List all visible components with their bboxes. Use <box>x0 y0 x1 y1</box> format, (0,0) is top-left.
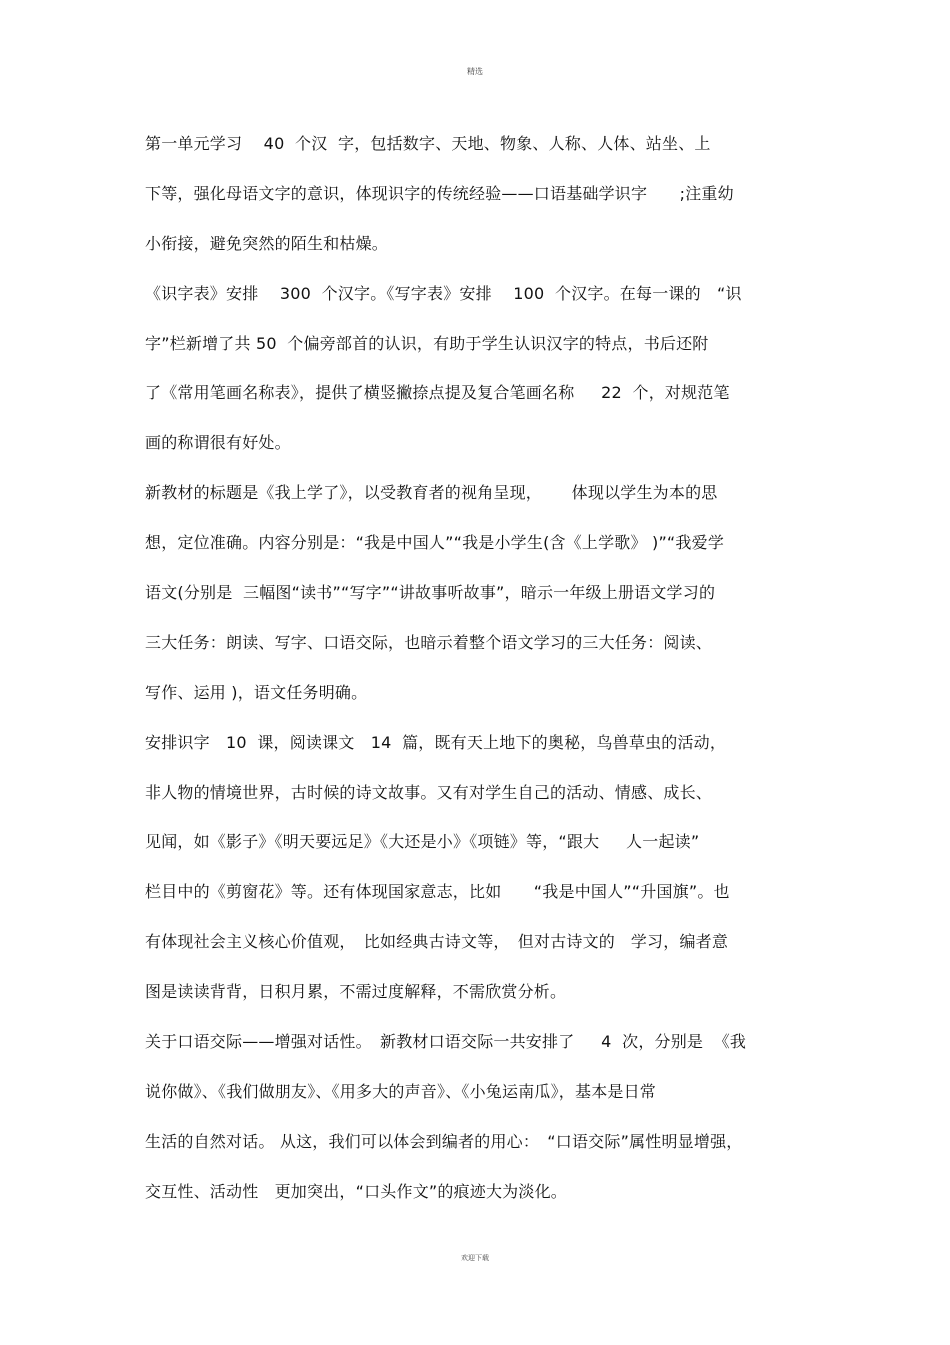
text-line: 写作、运用 )，语文任务明确。 <box>145 682 368 702</box>
text-line: 小衔接，避免突然的陌生和枯燥。 <box>145 233 389 253</box>
text-line: 安排识字 10 课，阅读课文 14 篇，既有天上地下的奥秘，鸟兽草虫的活动， <box>145 732 727 752</box>
paragraph <box>145 727 835 1026</box>
text-line: 画的称谓很有好处。 <box>145 433 291 453</box>
text-line: 交互性、活动性 更加突出，“口头作文”的痕迹大为淡化。 <box>145 1181 567 1201</box>
text-line: 新教材的标题是《我上学了》，以受教育者的视角呈现， 体现以学生为本的思 <box>145 483 718 503</box>
text-line: 生活的自然对话。 从这，我们可以体会到编者的用心： “口语交际”属性明显增强， <box>145 1131 743 1151</box>
paragraph <box>145 128 835 278</box>
text-line: 字”栏新增了共 50 个偏旁部首的认识，有助于学生认识汉字的特点，书后还附 <box>145 333 709 353</box>
text-line: 了《常用笔画名称表》，提供了横竖撇捺点提及复合笔画名称 22 个，对规范笔 <box>145 383 730 403</box>
paragraph <box>145 477 835 726</box>
paragraph <box>145 278 835 478</box>
text-line: 见闻，如《影子》《明天要远足》《大还是小》《项链》等，“跟大 人一起读” <box>145 832 700 852</box>
text-line: 说你做》、《我们做朋友》、《用多大的声音》、《小兔运南瓜》，基本是日常 <box>145 1081 657 1101</box>
text-line: 图是读读背背，日积月累，不需过度解释，不需欣赏分析。 <box>145 982 567 1002</box>
text-line: 非人物的情境世界，古时候的诗文故事。又有对学生自己的活动、情感、成长、 <box>145 782 713 802</box>
text-line: 《识字表》安排 300 个汉字。《写字表》安排 100 个汉字。在每一课的 “识 <box>145 283 742 303</box>
text-line: 第一单元学习 40 个汉 字，包括数字、天地、物象、人称、人体、站坐、上 <box>145 134 711 153</box>
page-header: 精选 <box>467 67 483 76</box>
text-line: 语文(分别是 三幅图“读书”“写字”“讲故事听故事”，暗示一年级上册语文学习的 <box>145 583 716 603</box>
page-footer: 欢迎下载 <box>461 1254 489 1262</box>
text-line: 关于口语交际——增强对话性。 新教材口语交际一共安排了 4 次，分别是 《我 <box>145 1032 747 1052</box>
text-line: 有体现社会主义核心价值观， 比如经典古诗文等， 但对古诗文的 学习，编者意 <box>145 932 729 952</box>
text-line: 三大任务：朗读、写字、口语交际，也暗示着整个语文学习的三大任务：阅读、 <box>145 632 713 652</box>
text-line: 想，定位准确。内容分别是：“我是中国人”“我是小学生(含《上学歌》 )”“我爱学 <box>145 533 725 553</box>
text-line: 下等，强化母语文字的意识，体现识字的传统经验——口语基础学识字 ;注重幼 <box>145 183 734 203</box>
text-line: 栏目中的《剪窗花》等。还有体现国家意志，比如 “我是中国人”“升国旗”。也 <box>145 882 730 902</box>
document-body <box>145 128 835 1226</box>
paragraph <box>145 1026 835 1226</box>
